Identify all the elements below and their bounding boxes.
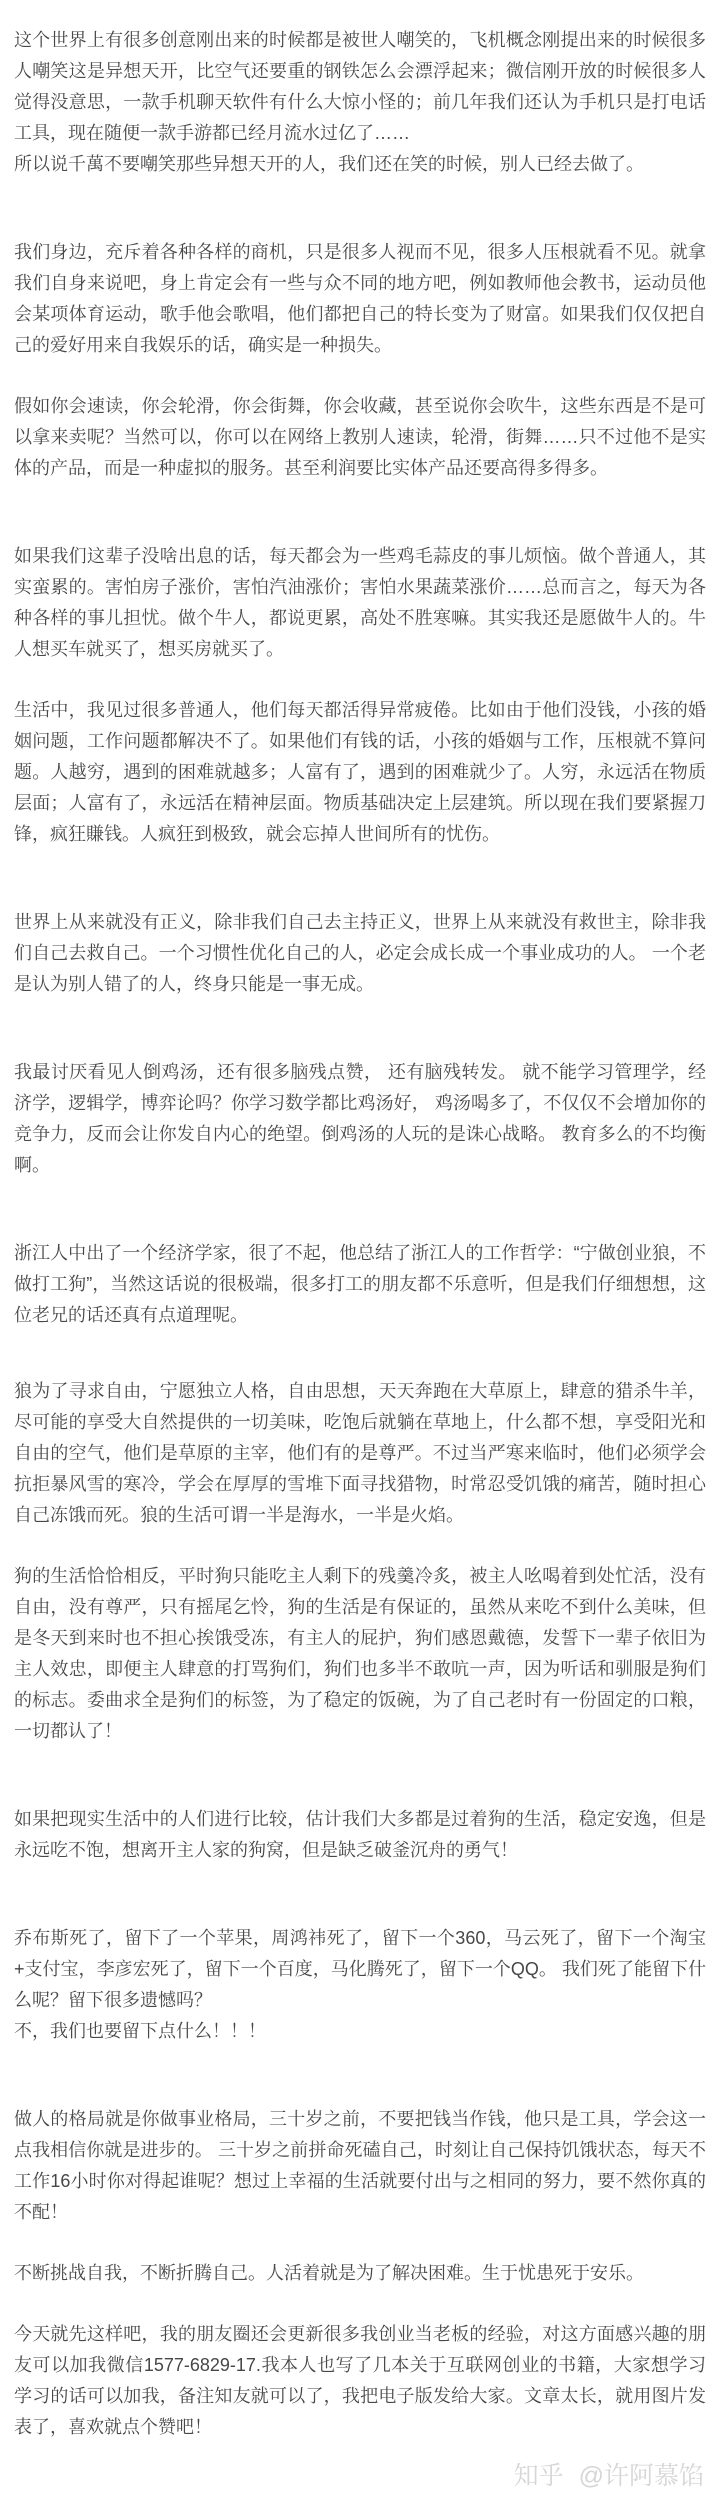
paragraph: 生活中，我见过很多普通人，他们每天都活得异常疲倦。比如由于他们没钱，小孩的婚姻问题，工作问题都解决不了。如果他们有钱的话，小孩的婚姻与工作，压根就不算问题。人越穷，遇到的困难就越多；人富有了，遇到的困难就少了。人穷，永远活在物质层面；人富有了，永远活在精神层面。物质基础决定上层建筑。所以现在我们要紧握刀锋，疯狂賺钱。人疯狂到极致，就会忘掉人世间所有的忧伤。 — [14, 700, 706, 844]
paragraph: 不，我们也要留下点什么！！！ — [14, 2021, 266, 2041]
paragraph: 我最讨厌看见人倒鸡汤，还有很多脑残点赞， 还有脑残转发。 就不能学习管理学，经济学，逻辑学，博弈论吗？你学习数学都比鸡汤好， 鸡汤喝多了，不仅仅不会增加你的竞争力，反而会让你发自内心的绝望。倒鸡汤的人玩的是诛心战略。 教育多么的不均衡啊。 — [14, 1062, 706, 1175]
paragraph: 我们身边，充斥着各种各样的商机，只是很多人视而不见，很多人压根就看不见。就拿我们自身来说吧，身上肯定会有一些与众不同的地方吧，例如教师他会教书，运动员他会某项体育运动，歌手他会歌唱，他们都把自己的特长变为了财富。如果我们仅仅把自己的爱好用来自我娱乐的话，确实是一种损失。 — [14, 242, 706, 355]
paragraph: 如果把现实生活中的人们进行比较，估计我们大多都是过着狗的生活，稳定安逸，但是永远吃不饱，想离开主人家的狗窝，但是缺乏破釜沉舟的勇气！ — [14, 1809, 706, 1860]
paragraph: 浙江人中出了一个经济学家，很了不起，他总结了浙江人的工作哲学：“宁做创业狼，不做打工狗”，当然这话说的很极端，很多打工的朋友都不乐意听，但是我们仔细想想，这位老兄的话还真有点道理呢。 — [14, 1243, 706, 1325]
paragraph: 乔布斯死了，留下了一个苹果，周鸿祎死了，留下一个360，马云死了，留下一个淘宝+支付宝，李彦宏死了，留下一个百度，马化腾死了，留下一个QQ。 我们死了能留下什么呢？留下很多遗憾吗？ — [14, 1928, 706, 2010]
paragraph: 世界上从来就没有正义，除非我们自己去主持正义，世界上从来就没有救世主，除非我们自己去救自己。一个习惯性优化自己的人，必定会成长成一个事业成功的人。 一个老是认为别人错了的人，终身只能是一事无成。 — [14, 912, 706, 994]
paragraph: 假如你会速读，你会轮滑，你会街舞，你会收藏，甚至说你会吹牛，这些东西是不是可以拿来卖呢？当然可以，你可以在网络上教别人速读，轮滑，街舞……只不过他不是实体的产品，而是一种虚拟的服务。甚至利润要比实体产品还要高得多得多。 — [14, 396, 706, 478]
zhihu-logo-text: 知乎 — [513, 2462, 564, 2490]
paragraph: 不断挑战自我，不断折腾自己。人活着就是为了解决困难。生于忧患死于安乐。 — [14, 2263, 644, 2283]
paragraph: 这个世界上有很多创意刚出来的时候都是被世人嘲笑的，飞机概念刚提出来的时候很多人嘲笑这是异想天开，比空气还要重的钢铁怎么会漂浮起来；微信刚开放的时候很多人觉得没意思，一款手机聊天软件有什么大惊小怪的；前几年我们还认为手机只是打电话工具，现在随便一款手游都已经月流水过亿了…… — [14, 30, 706, 143]
paragraph: 狼为了寻求自由，宁愿独立人格，自由思想，天天奔跑在大草原上，肆意的猎杀牛羊，尽可能的享受大自然提供的一切美味，吃饱后就躺在草地上，什么都不想，享受阳光和自由的空气，他们是草原的主宰，他们有的是尊严。不过当严寒来临时，他们必须学会抗拒暴风雪的寒冷，学会在厚厚的雪堆下面寻找猎物，时常忍受饥饿的痛苦，随时担心自己冻饿而死。狼的生活可谓一半是海水，一半是火焰。 — [14, 1381, 706, 1525]
watermark-author: @许阿慕馅 — [578, 2462, 704, 2490]
watermark — [14, 2461, 704, 2491]
paragraph: 狗的生活恰恰相反，平时狗只能吃主人剩下的残羹冷炙，被主人吆喝着到处忙活，没有自由，没有尊严，只有摇尾乞怜，狗的生活是有保证的，虽然从来吃不到什么美味，但是冬天到来时也不担心挨饿受冻，有主人的屁护，狗们感恩戴德，发誓下一辈子依旧为主人效忠，即便主人肆意的打骂狗们，狗们也多半不敢吭一声，因为听话和驯服是狗们的标志。委曲求全是狗们的标签，为了稳定的饭碗，为了自己老时有一份固定的口粮，一切都认了！ — [14, 1566, 706, 1741]
paragraph: 所以说千萬不要嘲笑那些异想天开的人，我们还在笑的时候，别人已经去做了。 — [14, 154, 644, 174]
paragraph: 如果我们这辈子没啥出息的话，每天都会为一些鸡毛蒜皮的事儿烦恼。做个普通人，其实蛮累的。害怕房子涨价，害怕汽油涨价；害怕水果蔬菜涨价……总而言之，每天为各种各样的事儿担忧。做个牛人，都说更累，高处不胜寒嘛。其实我还是愿做牛人的。牛人想买车就买了，想买房就买了。 — [14, 546, 706, 659]
paragraph: 今天就先这样吧，我的朋友圈还会更新很多我创业当老板的经验，对这方面感兴趣的朋友可以加我微信1577-6829-17.我本人也写了几本关于互联网创业的书籍，大家想学习学习的话可以加我，备注知友就可以了，我把电子版发给大家。文章太长，就用图片发表了，喜欢就点个赞吧！ — [14, 2324, 706, 2437]
paragraph: 做人的格局就是你做事业格局，三十岁之前，不要把钱当作钱，他只是工具，学会这一点我相信你就是进步的。 三十岁之前拼命死磕自己，时刻让自己保持饥饿状态，每天不工作16小时你对得起谁呢？想过上幸福的生活就要付出与之相同的努力，要不然你真的不配！ — [14, 2109, 706, 2222]
